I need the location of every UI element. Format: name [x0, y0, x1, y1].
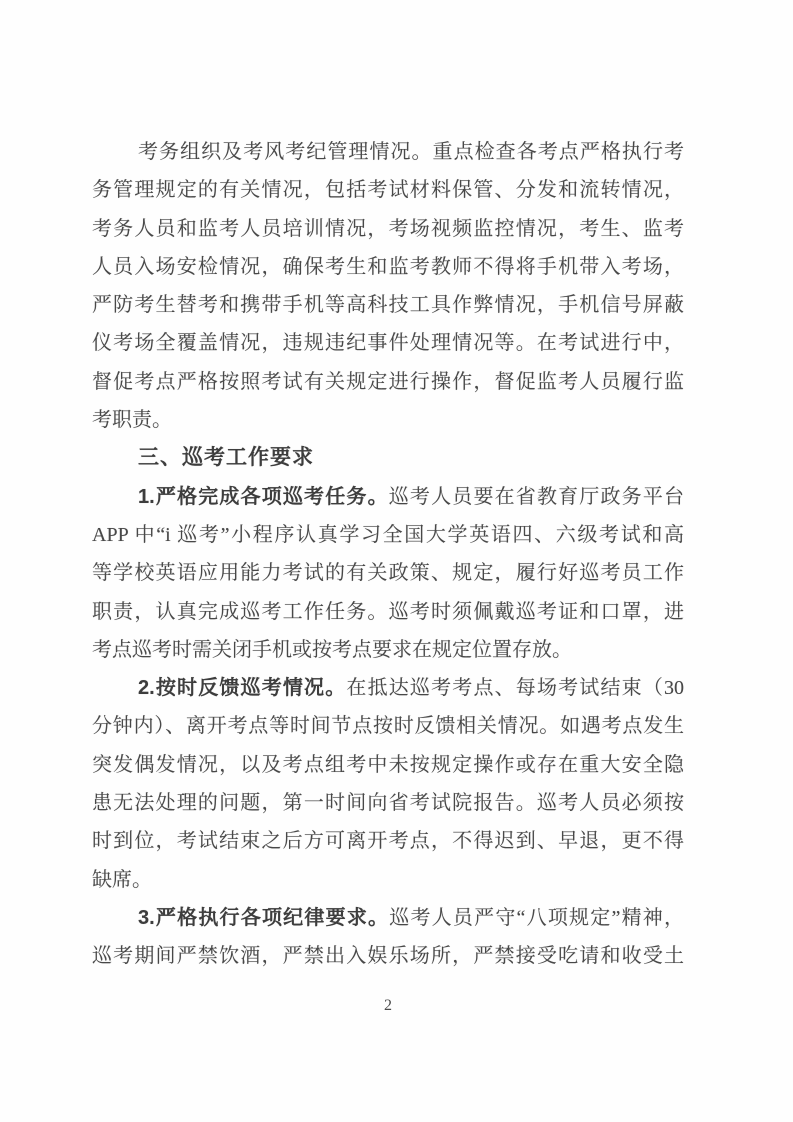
text-line: [92, 171, 684, 209]
line-text: 考点巡考时需关闭手机或按考点要求在规定位置存放。: [92, 638, 572, 661]
line-text: 务管理规定的有关情况，包括考试材料保管、分发和流转情况，: [92, 179, 684, 202]
lead-bold: 1.严格完成各项巡考任务。: [138, 485, 389, 508]
line-text: 突发偶发情况，以及考点组考中未按规定操作或存在重大安全隐: [92, 753, 684, 776]
heading-text: 三、巡考工作要求: [138, 446, 314, 470]
line-text: 巡考人员要在省教育厅政务平台: [388, 485, 684, 508]
lead-bold: 2.按时反馈巡考情况。: [138, 677, 347, 700]
line-text: 分钟内）、离开考点等时间节点按时反馈相关情况。如遇考点发生: [92, 715, 684, 738]
line-text: 巡考期间严禁饮酒，严禁出入娱乐场所，严禁接受吃请和收受土: [92, 945, 684, 968]
text-line: [92, 631, 684, 669]
paragraph-lead-line: [92, 899, 684, 937]
text-line: [92, 210, 684, 248]
page-number: 2: [384, 997, 392, 1014]
paragraph-lead-line: [92, 478, 684, 516]
text-line: [92, 363, 684, 401]
line-text: 缺席。: [92, 868, 152, 891]
text-line: [92, 133, 684, 171]
text-line: [92, 286, 684, 324]
line-text: 仪考场全覆盖情况，违规违纪事件处理情况等。在考试进行中，: [92, 332, 684, 355]
line-text: 考务人员和监考人员培训情况，考场视频监控情况，考生、监考: [92, 217, 684, 240]
text-line: [92, 554, 684, 592]
text-line: [92, 401, 684, 439]
line-text: 严防考生替考和携带手机等高科技工具作弊情况，手机信号屏蔽: [92, 294, 684, 317]
line-text: 督促考点严格按照考试有关规定进行操作，督促监考人员履行监: [92, 370, 684, 393]
text-line: [92, 707, 684, 745]
text-line: [92, 784, 684, 822]
lead-bold: 3.严格执行各项纪律要求。: [138, 906, 390, 929]
paragraph-lead-line: [92, 669, 684, 707]
line-text: 在抵达巡考考点、每场考试结束（30: [346, 677, 684, 700]
text-line: [92, 324, 684, 362]
line-text: 时到位，考试结束之后方可离开考点，不得迟到、早退，更不得: [92, 830, 684, 853]
document-body: [92, 133, 684, 976]
line-text: 考务组织及考风考纪管理情况。重点检查各考点严格执行考: [138, 141, 684, 163]
section-heading: [92, 439, 684, 477]
line-text: 考职责。: [92, 409, 172, 432]
text-line: [92, 593, 684, 631]
line-text: 患无法处理的问题，第一时间向省考试院报告。巡考人员必须按: [92, 792, 684, 815]
text-line: [92, 937, 684, 975]
text-line: [92, 516, 684, 554]
line-text: APP 中“i 巡考”小程序认真学习全国大学英语四、六级考试和高: [92, 523, 684, 546]
line-text: 巡考人员严守“八项规定”精神，: [389, 906, 684, 929]
text-line: [92, 248, 684, 286]
line-text: 职责，认真完成巡考工作任务。巡考时须佩戴巡考证和口罩，进: [92, 600, 684, 623]
text-line: [92, 746, 684, 784]
line-text: 等学校英语应用能力考试的有关政策、规定，履行好巡考员工作: [92, 562, 684, 585]
text-line: [92, 822, 684, 860]
text-line: [92, 861, 684, 899]
line-text: 人员入场安检情况，确保考生和监考教师不得将手机带入考场，: [92, 255, 684, 278]
